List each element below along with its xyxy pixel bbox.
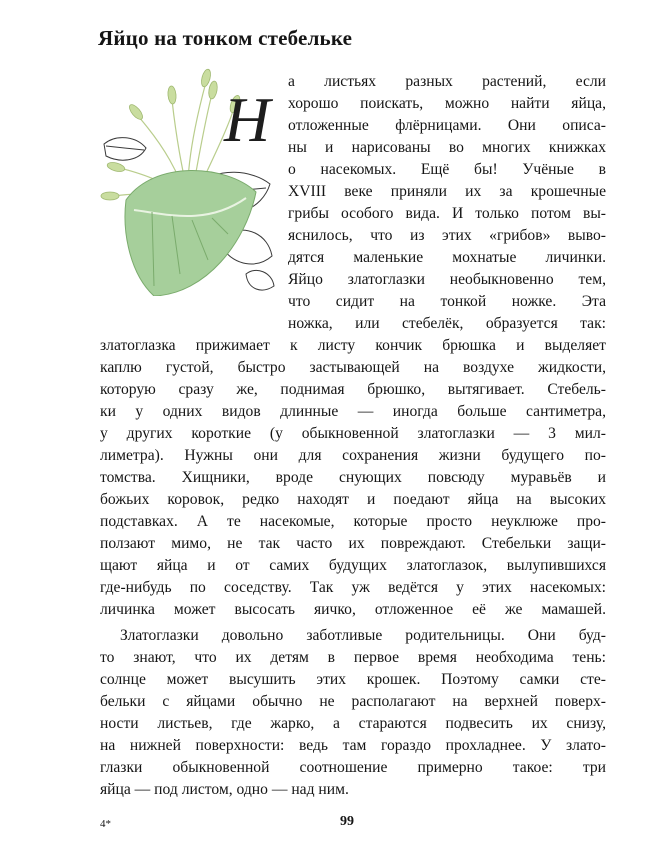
text-line: дятся маленькие мохнатые личинки. [288,249,606,266]
text-line: щают яйца и от самих будущих златоглазок, вылупившихся [100,557,606,574]
text-line: божьих коровок, редко находят и поедают яйца на высоких [100,491,606,508]
page-number: 99 [340,814,354,829]
text-line: хорошо поискать, можно найти яйца, [288,95,606,112]
text-line: которую сразу же, поднимая брюшко, вытягивает. Стебель- [100,381,606,398]
page-title: Яйцо на тонком стебельке [98,26,353,50]
text-line: где-нибудь по соседству. Так уж ведётся у этих насекомых: [100,579,606,596]
text-line: отложенные флёрницами. Они описа- [288,117,606,134]
text-line: лиметра). Нужны они для сохранения жизни будущего по- [100,447,606,464]
text-line: грибы особого вида. И только потом вы- [288,205,606,222]
text-line: глазки обыкновенной соотношение примерно такое: три [100,759,606,776]
text-line: личинка может высосать яичко, отложенное её же мамашей. [100,601,606,618]
text-line: что сидит на тонкой ножке. Эта [288,293,606,310]
text-line: солнце может высушить этих крошек. Поэтому самки сте- [100,671,606,688]
text-line: ножка, или стебелёк, образуется так: [288,315,606,332]
drop-cap-letter: Н [224,84,271,155]
text-line: яснилось, что из этих «грибов» выво- [288,227,606,244]
text-line: ности листьев, где жарко, а стараются подвесить их снизу, [100,715,606,732]
text-line: яйца — под листом, одно — над ним. [100,781,349,798]
text-line: ки у одних видов длинные — иногда больше сантиметра, [100,403,606,420]
text-line: XVIII веке приняли их за крошечные [288,183,606,200]
text-line: Златоглазки довольно заботливые родительницы. Они буд- [120,627,606,644]
text-line: то знают, что их детям в первое время необходима тень: [100,649,606,666]
text-line: Яйцо златоглазки необыкновенно тем, [288,271,606,288]
text-line: о насекомых. Ещё бы! Учёные в [288,161,606,178]
text-line: подставках. А те насекомые, которые просто неуклюже про- [100,513,606,530]
text-line: ползают мимо, не так часто их повреждают. Стебельки защи- [100,535,606,552]
green-leaf [125,170,256,296]
text-line: каплю густой, быстро застывающей на воздухе жидкости, [100,359,606,376]
signature-mark: 4* [100,818,111,830]
text-line: у других короткие (у обыкновенной златоглазки — 3 мил- [100,425,606,442]
text-line: златоглазка прижимает к листу кончик брюшка и выделяет [100,337,606,354]
text-line: бельки с яйцами обычно не располагают на верхней поверх- [100,693,606,710]
text-line: томства. Хищники, вроде снующих повсюду муравьёв и [100,469,606,486]
text-line: а листьях разных растений, если [288,73,606,90]
text-line: ны и нарисованы во многих книжках [288,139,606,156]
text-line: на нижней поверхности: ведь там гораздо прохладнее. У злато- [100,737,606,754]
